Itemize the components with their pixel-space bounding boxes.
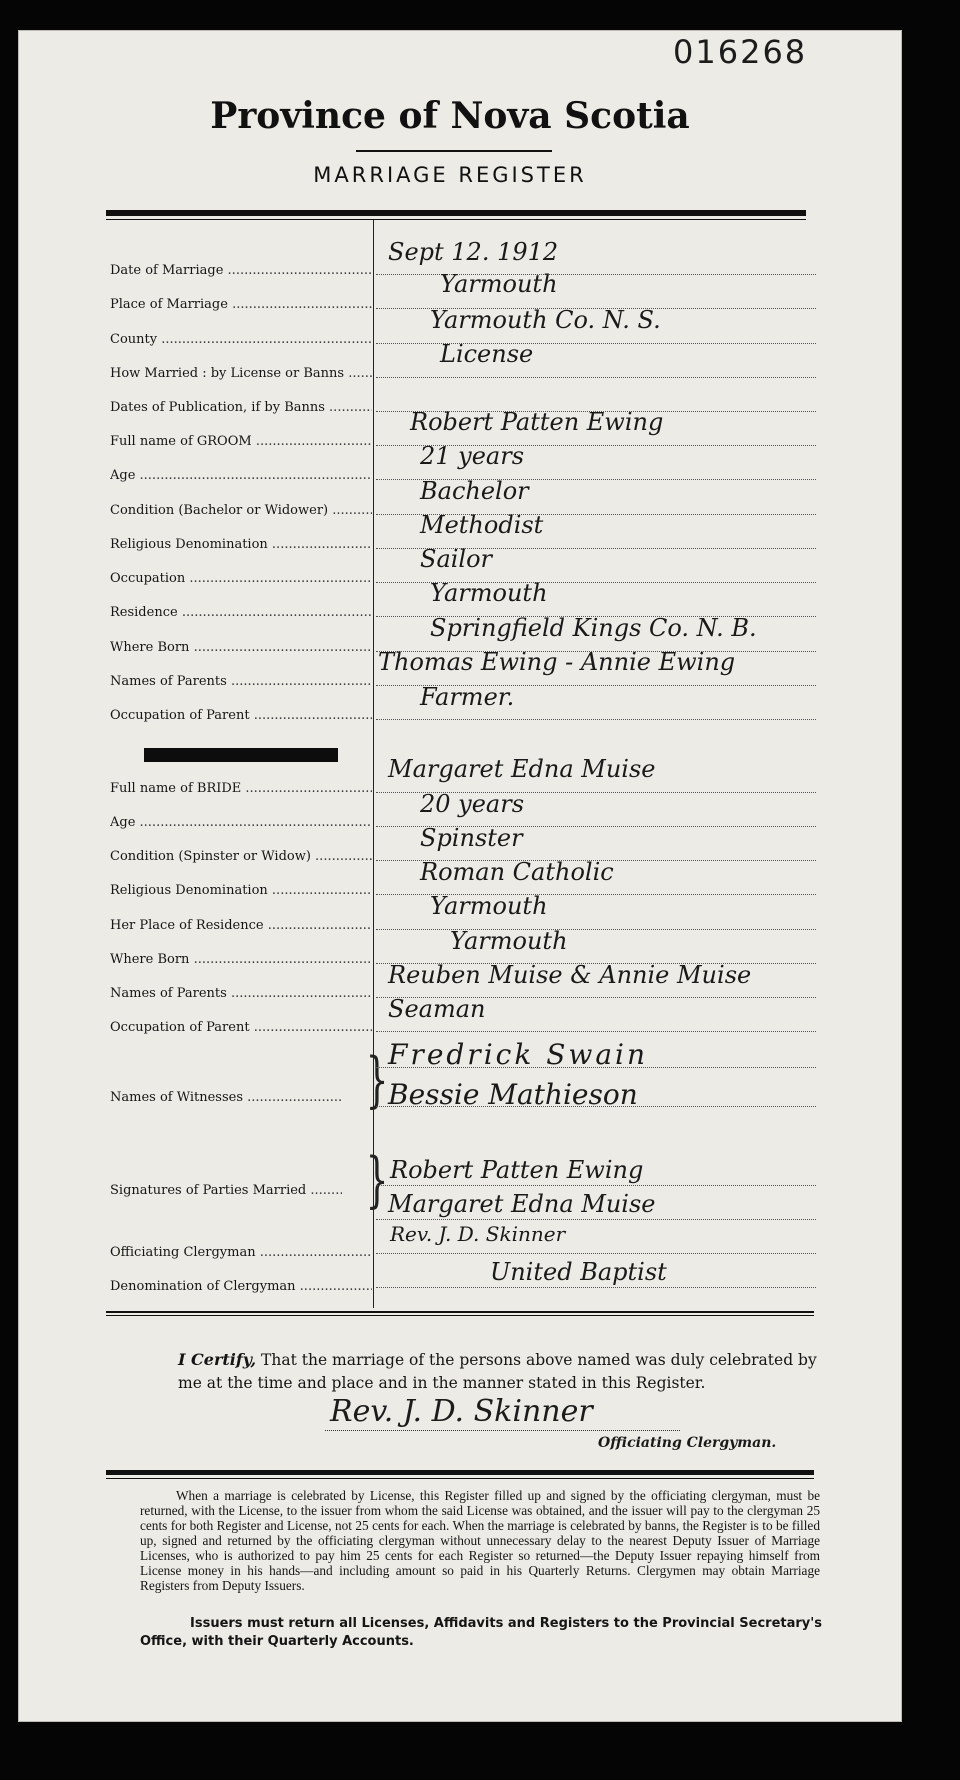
field-label-bride-parent-occupation: Occupation of Parent ..... bbox=[110, 1020, 372, 1035]
footer-rule bbox=[106, 1470, 814, 1475]
field-label-groom-parent-occupation: Occupation of Parent ..... bbox=[110, 708, 372, 723]
field-label-bride-name: Full name of BRIDE ..... bbox=[110, 781, 372, 796]
document-number: 016268 bbox=[673, 33, 808, 71]
field-line bbox=[376, 1184, 816, 1186]
field-line bbox=[376, 718, 816, 720]
header-rule bbox=[106, 210, 806, 216]
field-value-bride-age: 20 years bbox=[420, 790, 525, 818]
field-value-bride-residence: Yarmouth bbox=[430, 892, 548, 920]
signature-groom: Robert Patten Ewing bbox=[390, 1156, 644, 1184]
field-value-bride-parents: Reuben Muise & Annie Muise bbox=[388, 961, 752, 989]
field-value-how-married: License bbox=[440, 340, 534, 368]
field-value-groom-parents: Thomas Ewing - Annie Ewing bbox=[378, 648, 736, 676]
field-value-groom-parent-occupation: Farmer. bbox=[420, 683, 515, 711]
certification-statement bbox=[178, 1348, 818, 1395]
signature-bride: Margaret Edna Muise bbox=[388, 1190, 656, 1218]
field-line bbox=[376, 1030, 816, 1032]
field-value-groom-residence: Yarmouth bbox=[430, 579, 548, 607]
field-value-bride-parent-occupation: Seaman bbox=[388, 995, 486, 1023]
field-value-bride-religion: Roman Catholic bbox=[420, 858, 614, 886]
field-value-groom-name: Robert Patten Ewing bbox=[410, 408, 664, 436]
field-value-place-of-marriage: Yarmouth bbox=[440, 270, 558, 298]
instructions-text: When a marriage is celebrated by License, this Register filled up and signed by the officiating clergyman, must be returned, with the License, to the issuer from whom the said License was obtained, and the issuer will pay to the clergyman 25 cents for both Register and License, not 25 cents for each. When the marriage is celebrated by banns, the Register is to be filled up, signed and returned by the officiating clergyman without unnecessary delay to the nearest Deputy Issuer of Marriage Licenses, who is authorized to pay him 25 cents for each Register so returned—the Deputy Issuer repaying himself from License money in his hands—and including amount so paid in his Quarterly Returns. Clergymen may obtain Marriage Registers from Deputy Issuers. bbox=[140, 1488, 820, 1593]
field-label-bride-birthplace: Where Born ..... bbox=[110, 952, 372, 967]
field-label-groom-residence: Residence ..... bbox=[110, 605, 372, 620]
field-label-groom-condition: Condition (Bachelor or Widower) ..... bbox=[110, 503, 372, 518]
field-line bbox=[376, 1218, 816, 1220]
field-value-county: Yarmouth Co. N. S. bbox=[430, 306, 661, 334]
section-separator-bar bbox=[144, 748, 338, 762]
field-line bbox=[376, 1286, 816, 1288]
signature-caption: Officiating Clergyman. bbox=[598, 1435, 777, 1451]
field-label-groom-occupation: Occupation ..... bbox=[110, 571, 372, 586]
field-label-bride-parents: Names of Parents ..... bbox=[110, 986, 372, 1001]
field-label-groom-religion: Religious Denomination ..... bbox=[110, 537, 372, 552]
field-label-dates-of-publication: Dates of Publication, if by Banns ..... bbox=[110, 400, 372, 415]
field-label-groom-parents: Names of Parents ..... bbox=[110, 674, 372, 689]
field-label-groom-birthplace: Where Born ..... bbox=[110, 640, 372, 655]
return-note: Issuers must return all Licenses, Affidavits and Registers to the Provincial Secretary's Office, with their Quarterly Accounts. bbox=[140, 1616, 822, 1649]
field-line bbox=[376, 1252, 816, 1254]
field-label-bride-residence: Her Place of Residence ..... bbox=[110, 918, 372, 933]
footer-rule-thin bbox=[106, 1478, 814, 1479]
field-label-officiating-clergyman: Officiating Clergyman ..... bbox=[110, 1245, 372, 1260]
page-title: Province of Nova Scotia bbox=[210, 95, 690, 137]
witness-2: Bessie Mathieson bbox=[388, 1078, 638, 1111]
field-value-groom-birthplace: Springfield Kings Co. N. B. bbox=[430, 614, 757, 642]
field-value-groom-religion: Methodist bbox=[420, 511, 544, 539]
field-value-clergy-denomination: United Baptist bbox=[490, 1258, 667, 1286]
certify-text: That the marriage of the persons above named was duly celebrated by me at the time and place and in the manner stated in this Register. bbox=[178, 1351, 817, 1392]
field-label-date-of-marriage: Date of Marriage ..... bbox=[110, 263, 372, 278]
field-value-date-of-marriage: Sept 12. 1912 bbox=[388, 238, 559, 266]
section-rule bbox=[106, 1311, 814, 1313]
field-label-how-married: How Married : by License or Banns ..... bbox=[110, 366, 372, 381]
clergyman-signature: Rev. J. D. Skinner bbox=[330, 1394, 593, 1429]
signature-line bbox=[325, 1430, 680, 1431]
field-value-groom-age: 21 years bbox=[420, 442, 525, 470]
field-value-groom-occupation: Sailor bbox=[420, 545, 493, 573]
field-label-bride-age: Age ..... bbox=[110, 815, 372, 830]
field-label-county: County ..... bbox=[110, 332, 372, 347]
field-label-signatures: Signatures of Parties Married ..... bbox=[110, 1183, 342, 1198]
field-value-groom-condition: Bachelor bbox=[420, 477, 529, 505]
field-value-bride-birthplace: Yarmouth bbox=[450, 927, 568, 955]
field-value-officiating-clergyman: Rev. J. D. Skinner bbox=[390, 1222, 566, 1246]
field-label-witnesses: Names of Witnesses ..... bbox=[110, 1090, 342, 1105]
field-label-place-of-marriage: Place of Marriage ..... bbox=[110, 297, 372, 312]
field-label-groom-age: Age ..... bbox=[110, 468, 372, 483]
field-label-bride-condition: Condition (Spinster or Widow) ..... bbox=[110, 849, 372, 864]
field-value-bride-condition: Spinster bbox=[420, 824, 523, 852]
field-label-clergy-denomination: Denomination of Clergyman ..... bbox=[110, 1279, 372, 1294]
certify-lead: I Certify, bbox=[178, 1350, 257, 1369]
field-label-bride-religion: Religious Denomination ..... bbox=[110, 883, 372, 898]
witnesses-brace: } bbox=[365, 1045, 389, 1115]
witness-1: Fredrick Swain bbox=[388, 1038, 649, 1071]
field-label-groom-name: Full name of GROOM ..... bbox=[110, 434, 372, 449]
page-subtitle: MARRIAGE REGISTER bbox=[313, 163, 587, 187]
title-divider bbox=[356, 150, 552, 152]
field-value-bride-name: Margaret Edna Muise bbox=[388, 755, 656, 783]
header-rule-thin bbox=[106, 219, 806, 220]
signatures-brace: } bbox=[365, 1145, 389, 1215]
field-line bbox=[376, 376, 816, 378]
section-rule-thin bbox=[106, 1315, 814, 1316]
